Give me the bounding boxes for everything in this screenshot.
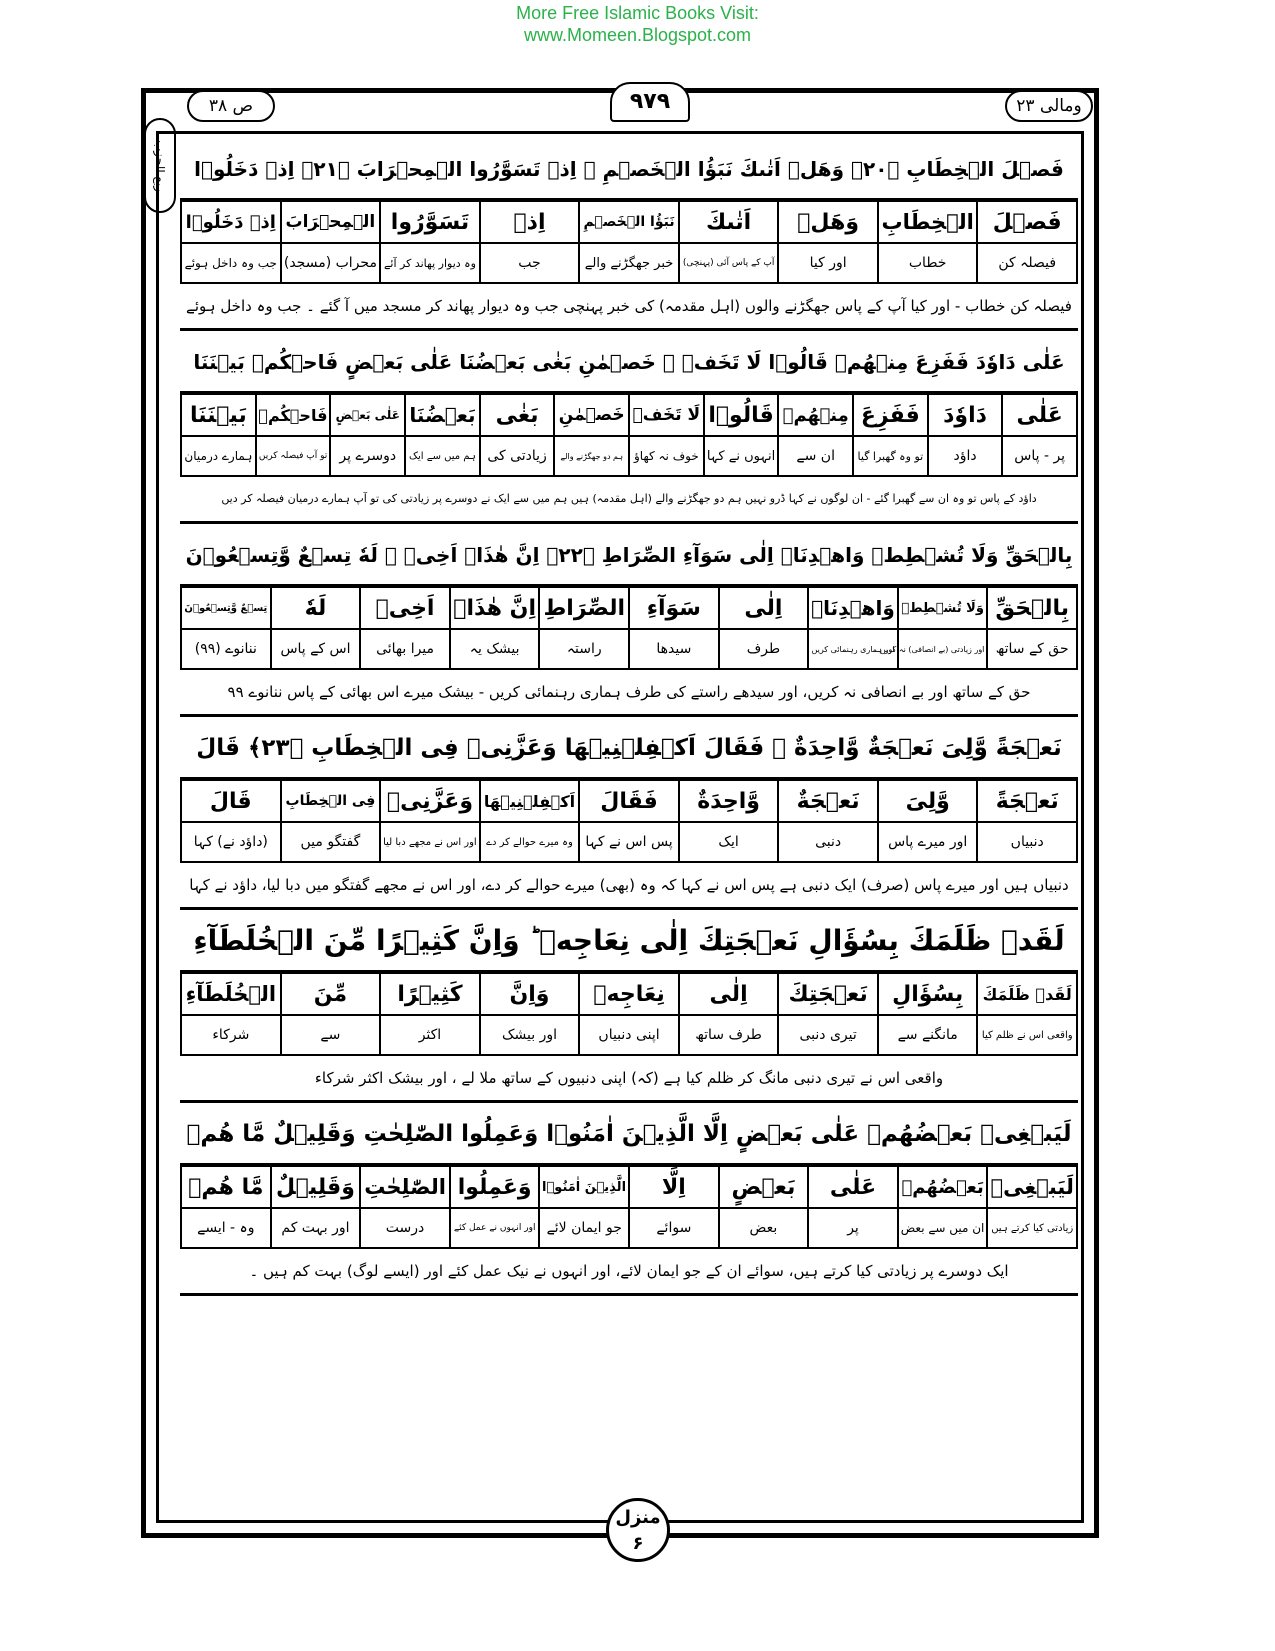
arabic-word: عَلٰى — [1002, 394, 1077, 436]
arabic-word: عَلٰى بَعۡضٍ — [330, 394, 405, 436]
arabic-word: بِسُؤَالِ — [878, 973, 978, 1015]
arabic-word: الصِّرَاطِ — [539, 587, 629, 629]
urdu-meaning: فیصلہ کن — [977, 243, 1077, 283]
urdu-meaning: تیری دنبی — [778, 1015, 878, 1055]
urdu-meaning: محراب (مسجد) — [281, 243, 381, 283]
urdu-meaning: وہ میرے حوالے کر دے — [480, 822, 580, 862]
urdu-meaning: سے — [281, 1015, 381, 1055]
urdu-meaning: تو وہ گھبرا گیا — [853, 436, 928, 476]
manzil-number: ۶ — [632, 1533, 644, 1554]
arabic-word: اِذۡ دَخَلُوۡا — [181, 201, 281, 243]
surah-ayah-marker: ص ۳۸ — [187, 90, 275, 122]
ayah-section — [180, 331, 1078, 524]
urdu-meaning: انہوں نے کہا — [704, 436, 779, 476]
urdu-meaning: اکثر — [380, 1015, 480, 1055]
urdu-meanings-row — [181, 436, 1077, 476]
word-by-word-table — [180, 1165, 1078, 1249]
arabic-word: نَبَؤُا الۡخَصۡمِ — [579, 201, 679, 243]
arabic-word: قَالُوۡا — [704, 394, 779, 436]
urdu-translation: حق کے ساتھ اور بے انصافی نہ کریں، اور سیدھے راستے کی طرف ہماری رہنمائی کریں - بیشک میرے اس بھائی کے پاس ننانوے ۹۹ — [227, 683, 1031, 701]
arabic-word: اِلٰى — [719, 587, 809, 629]
manzil-label: منزل — [615, 1507, 661, 1528]
arabic-word: سَوَآءِ — [629, 587, 719, 629]
urdu-meaning: ایک — [679, 822, 779, 862]
para-marker: ومالی ۲۳ — [1005, 90, 1093, 122]
ayah-section — [180, 524, 1078, 717]
urdu-meaning: اپنی دنبیاں — [579, 1015, 679, 1055]
urdu-meaning: پس اس نے کہا — [579, 822, 679, 862]
arabic-word: فَقَالَ — [579, 780, 679, 822]
arabic-word: وَهَلۡ — [778, 201, 878, 243]
arabic-word: فِى الۡخِطَابِ — [281, 780, 381, 822]
arabic-word: وَاِنَّ — [480, 973, 580, 1015]
ayah-text: عَلٰى دَاوٗدَ فَفَزِعَ مِنۡهُمۡ قَالُوۡا لَا تَخَفۡ ۚ خَصۡمٰنِ بَغٰى بَعۡضُنَا عَلٰى بَعۡضٍ فَاحۡكُمۡ بَيۡنَنَا — [180, 331, 1078, 393]
arabic-word: الۡخُلَطَآءِ — [181, 973, 281, 1015]
arabic-word: مِّنَ — [281, 973, 381, 1015]
arabic-word: الۡخِطَابِ — [878, 201, 978, 243]
arabic-word: مِنۡهُمۡ — [778, 394, 853, 436]
urdu-meanings-row — [181, 629, 1077, 669]
urdu-meaning: تو آپ فیصلہ کریں — [256, 436, 331, 476]
arabic-word: لَيَبۡغِىۡ — [987, 1166, 1077, 1208]
arabic-word: اَتٰىكَ — [679, 201, 779, 243]
arabic-words-row — [181, 780, 1077, 822]
urdu-meaning: واقعی اس نے ظلم کیا — [977, 1015, 1077, 1055]
arabic-word: بَعۡضٍ — [719, 1166, 809, 1208]
urdu-meaning: ان سے — [778, 436, 853, 476]
ayah-section — [180, 717, 1078, 910]
arabic-word: وَاهۡدِنَاۤ — [808, 587, 898, 629]
arabic-words-row — [181, 1166, 1077, 1208]
ayah-text: لَيَبۡغِىۡ بَعۡضُهُمۡ عَلٰى بَعۡضٍ اِلَّا الَّذِيۡنَ اٰمَنُوۡا وَعَمِلُوا الصّٰلِحٰتِ وَقَلِيۡلٌ مَّا هُمۡ — [180, 1103, 1078, 1165]
urdu-meaning: آپ کے پاس آئی (پہنچی) — [679, 243, 779, 283]
urdu-meaning: اور بیشک — [480, 1015, 580, 1055]
urdu-meaning: میرا بھائی — [360, 629, 450, 669]
arabic-word: نِعَاجِهٖ — [579, 973, 679, 1015]
urdu-meaning: پر — [808, 1208, 898, 1248]
arabic-word: فَصۡلَ — [977, 201, 1077, 243]
arabic-word: فَفَزِعَ — [853, 394, 928, 436]
arabic-word: مَّا هُمۡ — [181, 1166, 271, 1208]
urdu-meaning: جو ایمان لائے — [539, 1208, 629, 1248]
urdu-meaning: اور بہت کم — [271, 1208, 361, 1248]
arabic-word: الصّٰلِحٰتِ — [360, 1166, 450, 1208]
ruku-side-marker: ربع الحزب — [144, 118, 176, 213]
urdu-meaning: وہ دیوار پھاند کر آئے — [380, 243, 480, 283]
ayah-section — [180, 910, 1078, 1103]
arabic-word: فَاحۡكُمۡ — [256, 394, 331, 436]
urdu-meanings-row — [181, 243, 1077, 283]
urdu-meaning: مانگنے سے — [878, 1015, 978, 1055]
ayah-text: نَعۡجَةً وَّلِىَ نَعۡجَةٌ وَّاحِدَةٌ ۫ فَقَالَ اَكۡفِلۡنِيۡهَا وَعَزَّنِىۡ فِى الۡخِطَابِ ﴿۲۳﴾ قَالَ — [180, 717, 1078, 779]
arabic-word: لَهٗ — [271, 587, 361, 629]
urdu-meaning: حق کے ساتھ — [987, 629, 1077, 669]
arabic-word: اِنَّ هٰذَاۤ — [450, 587, 540, 629]
ayah-text: فَصۡلَ الۡخِطَابِ ﴿۲۰﴾ وَهَلۡ اَتٰىكَ نَبَؤُا الۡخَصۡمِ ۘ اِذۡ تَسَوَّرُوا الۡمِحۡرَابَ ﴿۲۱﴾ اِذۡ دَخَلُوۡا — [180, 138, 1078, 200]
urdu-meaning: جب وہ داخل ہوئے — [181, 243, 281, 283]
urdu-meaning: طرف — [719, 629, 809, 669]
arabic-word: اِلٰى — [679, 973, 779, 1015]
urdu-meaning: زیادتی کیا کرتے ہیں — [987, 1208, 1077, 1248]
urdu-meanings-row — [181, 1208, 1077, 1248]
arabic-word: بِالۡحَقِّ — [987, 587, 1077, 629]
arabic-word: بَعۡضُهُمۡ — [898, 1166, 988, 1208]
urdu-meaning: ہم میں سے ایک — [405, 436, 480, 476]
arabic-word: اَخِىۡ — [360, 587, 450, 629]
arabic-word: وَقَلِيۡلٌ — [271, 1166, 361, 1208]
urdu-meaning: اس کے پاس — [271, 629, 361, 669]
urdu-meaning: ہمارے درمیان — [181, 436, 256, 476]
urdu-meaning: اور کیا — [778, 243, 878, 283]
arabic-word: بَيۡنَنَا — [181, 394, 256, 436]
word-by-word-table — [180, 972, 1078, 1056]
urdu-meaning: زیادتی کی — [480, 436, 555, 476]
urdu-meaning: شرکاء — [181, 1015, 281, 1055]
arabic-word: وَّاحِدَةٌ — [679, 780, 779, 822]
urdu-meaning: دوسرے پر — [330, 436, 405, 476]
urdu-meaning: خبر جھگڑنے والے — [579, 243, 679, 283]
word-by-word-table — [180, 393, 1078, 477]
urdu-meaning: دنبیاں — [977, 822, 1077, 862]
manzil-medallion — [606, 1498, 670, 1562]
arabic-word: وَلَا تُشۡطِطۡ — [898, 587, 988, 629]
arabic-word: وَعَزَّنِىۡ — [380, 780, 480, 822]
arabic-words-row — [181, 201, 1077, 243]
arabic-word: قَالَ — [181, 780, 281, 822]
page-number: ۹۷۹ — [610, 82, 690, 122]
urdu-meaning: داؤد — [928, 436, 1003, 476]
arabic-word: كَثِيۡرًا — [380, 973, 480, 1015]
promo-link[interactable]: www.Momeen.Blogspot.com — [523, 25, 752, 45]
urdu-meaning: (داؤد نے) کہا — [181, 822, 281, 862]
arabic-word: وَعَمِلُوا — [450, 1166, 540, 1208]
ayah-text: لَقَدۡ ظَلَمَكَ بِسُؤَالِ نَعۡجَتِكَ اِلٰى نِعَاجِهٖ ؕ وَاِنَّ كَثِيۡرًا مِّنَ الۡخُلَطَآءِ — [180, 910, 1078, 972]
ayah-section — [180, 138, 1078, 331]
urdu-meaning: ننانوے (۹۹) — [181, 629, 271, 669]
arabic-word: عَلٰى — [808, 1166, 898, 1208]
urdu-meaning: درست — [360, 1208, 450, 1248]
arabic-word: اِذۡ — [480, 201, 580, 243]
urdu-meaning: سوائے — [629, 1208, 719, 1248]
word-by-word-table — [180, 586, 1078, 670]
urdu-meaning: اور زیادتی (بے انصافی) نہ کریں — [898, 629, 988, 669]
urdu-meaning: گفتگو میں — [281, 822, 381, 862]
urdu-meaning: بیشک یہ — [450, 629, 540, 669]
urdu-meaning: ہم دو جھگڑنے والے — [554, 436, 629, 476]
urdu-meaning: اور میرے پاس — [878, 822, 978, 862]
arabic-word: الَّذِيۡنَ اٰمَنُوۡا — [539, 1166, 629, 1208]
urdu-meaning: خوف نہ کھاؤ — [629, 436, 704, 476]
arabic-word: تَسَوَّرُوا — [380, 201, 480, 243]
urdu-meaning: راستہ — [539, 629, 629, 669]
urdu-meaning: بعض — [719, 1208, 809, 1248]
urdu-meaning: اور ہماری رہنمائی کریں — [808, 629, 898, 669]
urdu-meaning: سیدھا — [629, 629, 719, 669]
arabic-word: نَعۡجَتِكَ — [778, 973, 878, 1015]
urdu-meaning: وہ - ایسے — [181, 1208, 271, 1248]
urdu-meaning: طرف ساتھ — [679, 1015, 779, 1055]
urdu-meaning: جب — [480, 243, 580, 283]
urdu-translation: ایک دوسرے پر زیادتی کیا کرتے ہیں، سوائے ان کے جو ایمان لائے، اور انہوں نے نیک عمل کئے اور (ایسے لوگ) بہت کم ہیں ۔ — [249, 1262, 1009, 1280]
arabic-words-row — [181, 394, 1077, 436]
urdu-meaning: دنبی — [778, 822, 878, 862]
arabic-word: خَصۡمٰنِ — [554, 394, 629, 436]
urdu-translation: فیصلہ کن خطاب - اور کیا آپ کے پاس جھگڑنے والوں (اہل مقدمہ) کی خبر پہنچی جب وہ دیوار پھاند کر مسجد میں آ گئے ۔ جب وہ داخل ہوئے — [186, 297, 1072, 315]
arabic-word: بَعۡضُنَا — [405, 394, 480, 436]
urdu-translation: داؤد کے پاس تو وہ ان سے گھبرا گئے - ان لوگوں نے کہا ڈرو نہیں ہم دو جھگڑنے والے (اہل مقدمہ) ہیں ہم میں سے ایک نے دوسرے پر زیادتی کی تو آپ ہمارے درمیان فیصلہ کر دیں — [221, 492, 1037, 505]
arabic-word: الۡمِحۡرَابَ — [281, 201, 381, 243]
arabic-word: دَاوٗدَ — [928, 394, 1003, 436]
arabic-word: اَكۡفِلۡنِيۡهَا — [480, 780, 580, 822]
promo-line-1: More Free Islamic Books Visit: — [516, 3, 759, 23]
urdu-meaning: ان میں سے بعض — [898, 1208, 988, 1248]
arabic-word: اِلَّا — [629, 1166, 719, 1208]
arabic-word: لَقَدۡ ظَلَمَكَ — [977, 973, 1077, 1015]
arabic-word: تِسۡعٌ وَّتِسۡعُوۡنَ — [181, 587, 271, 629]
urdu-meanings-row — [181, 1015, 1077, 1055]
urdu-meaning: خطاب — [878, 243, 978, 283]
arabic-word: نَعۡجَةً — [977, 780, 1077, 822]
word-by-word-table — [180, 779, 1078, 863]
page-content — [180, 138, 1078, 1296]
urdu-meaning: اور انہوں نے عمل کئے — [450, 1208, 540, 1248]
urdu-translation: دنبیاں ہیں اور میرے پاس (صرف) ایک دنبی ہے پس اس نے کہا کہ وہ (بھی) میرے حوالے کر دے، اور اس نے مجھے گفتگو میں دبا لیا، داؤد نے کہا — [189, 876, 1069, 894]
urdu-meaning: پر - پاس — [1002, 436, 1077, 476]
arabic-word: لَا تَخَفۡ — [629, 394, 704, 436]
urdu-translation: واقعی اس نے تیری دنبی مانگ کر ظلم کیا ہے (کہ) اپنی دنبیوں کے ساتھ ملا لے ، اور بیشک اکثر شرکاء — [314, 1069, 944, 1087]
arabic-word: بَغٰى — [480, 394, 555, 436]
ayah-text: بِالۡحَقِّ وَلَا تُشۡطِطۡ وَاهۡدِنَاۤ اِلٰى سَوَآءِ الصِّرَاطِ ﴿۲۲﴾ اِنَّ هٰذَاۤ اَخِىۡ ۫ لَهٗ تِسۡعٌ وَّتِسۡعُوۡنَ — [180, 524, 1078, 586]
promo-banner — [0, 2, 1275, 46]
ayah-section — [180, 1103, 1078, 1296]
urdu-meaning: اور اس نے مجھے دبا لیا — [380, 822, 480, 862]
arabic-word: وَّلِىَ — [878, 780, 978, 822]
word-by-word-table — [180, 200, 1078, 284]
arabic-word: نَعۡجَةٌ — [778, 780, 878, 822]
urdu-meanings-row — [181, 822, 1077, 862]
arabic-words-row — [181, 587, 1077, 629]
arabic-words-row — [181, 973, 1077, 1015]
